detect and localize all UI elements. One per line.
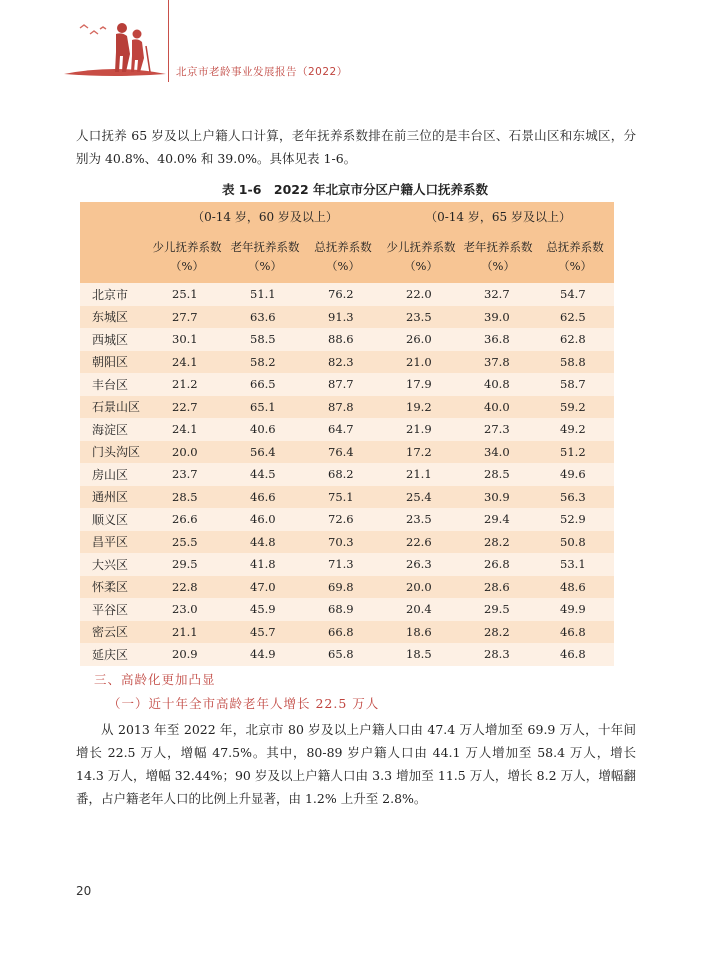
elderly-couple-logo xyxy=(60,14,170,80)
value-cell: 87.7 xyxy=(304,373,382,396)
column-header: 老年抚养系数 （%） xyxy=(460,231,536,283)
value-cell: 20.0 xyxy=(382,576,460,599)
value-cell: 87.8 xyxy=(304,396,382,419)
value-cell: 29.5 xyxy=(460,598,536,621)
group-header-65: （0-14 岁，65 岁及以上） xyxy=(382,202,614,231)
value-cell: 21.1 xyxy=(382,463,460,486)
table-row xyxy=(80,508,614,531)
value-cell: 62.5 xyxy=(536,306,614,329)
value-cell: 41.8 xyxy=(226,553,304,576)
table-row xyxy=(80,418,614,441)
value-cell: 72.6 xyxy=(304,508,382,531)
value-cell: 50.8 xyxy=(536,531,614,554)
table-row xyxy=(80,463,614,486)
value-cell: 17.2 xyxy=(382,441,460,464)
value-cell: 28.2 xyxy=(460,531,536,554)
value-cell: 88.6 xyxy=(304,328,382,351)
value-cell: 17.9 xyxy=(382,373,460,396)
column-header: 总抚养系数 （%） xyxy=(304,231,382,283)
value-cell: 46.0 xyxy=(226,508,304,531)
value-cell: 19.2 xyxy=(382,396,460,419)
value-cell: 66.5 xyxy=(226,373,304,396)
column-header: 总抚养系数 （%） xyxy=(536,231,614,283)
district-name-cell: 海淀区 xyxy=(80,418,148,441)
table-row xyxy=(80,598,614,621)
value-cell: 58.8 xyxy=(536,351,614,374)
value-cell: 52.9 xyxy=(536,508,614,531)
value-cell: 46.8 xyxy=(536,643,614,666)
value-cell: 24.1 xyxy=(148,418,226,441)
value-cell: 49.2 xyxy=(536,418,614,441)
district-name-cell: 丰台区 xyxy=(80,373,148,396)
value-cell: 36.8 xyxy=(460,328,536,351)
district-name-cell: 怀柔区 xyxy=(80,576,148,599)
value-cell: 28.2 xyxy=(460,621,536,644)
table-row xyxy=(80,576,614,599)
value-cell: 66.8 xyxy=(304,621,382,644)
value-cell: 51.2 xyxy=(536,441,614,464)
subsection-heading: （一）近十年全市高龄老年人增长 22.5 万人 xyxy=(108,696,380,711)
table-caption: 表 1-6 2022 年北京市分区户籍人口抚养系数 xyxy=(221,182,489,197)
table-row xyxy=(80,373,614,396)
value-cell: 26.6 xyxy=(148,508,226,531)
value-cell: 25.4 xyxy=(382,486,460,509)
value-cell: 58.5 xyxy=(226,328,304,351)
value-cell: 18.6 xyxy=(382,621,460,644)
value-cell: 28.5 xyxy=(148,486,226,509)
value-cell: 29.5 xyxy=(148,553,226,576)
header-divider xyxy=(168,0,169,82)
value-cell: 46.8 xyxy=(536,621,614,644)
table-row xyxy=(80,621,614,644)
column-header: 老年抚养系数 （%） xyxy=(226,231,304,283)
value-cell: 28.5 xyxy=(460,463,536,486)
value-cell: 44.8 xyxy=(226,531,304,554)
value-cell: 49.9 xyxy=(536,598,614,621)
header-blank-cell xyxy=(80,202,148,283)
value-cell: 20.4 xyxy=(382,598,460,621)
value-cell: 23.7 xyxy=(148,463,226,486)
value-cell: 21.1 xyxy=(148,621,226,644)
table-row xyxy=(80,396,614,419)
district-name-cell: 门头沟区 xyxy=(80,441,148,464)
value-cell: 91.3 xyxy=(304,306,382,329)
value-cell: 23.5 xyxy=(382,306,460,329)
value-cell: 51.1 xyxy=(226,283,304,306)
value-cell: 24.1 xyxy=(148,351,226,374)
value-cell: 44.5 xyxy=(226,463,304,486)
column-header: 少儿抚养系数 （%） xyxy=(148,231,226,283)
district-name-cell: 石景山区 xyxy=(80,396,148,419)
value-cell: 27.3 xyxy=(460,418,536,441)
value-cell: 40.8 xyxy=(460,373,536,396)
value-cell: 58.2 xyxy=(226,351,304,374)
district-name-cell: 东城区 xyxy=(80,306,148,329)
running-header-title: 北京市老龄事业发展报告（2022） xyxy=(176,66,348,78)
value-cell: 56.3 xyxy=(536,486,614,509)
district-name-cell: 延庆区 xyxy=(80,643,148,666)
value-cell: 30.9 xyxy=(460,486,536,509)
value-cell: 23.0 xyxy=(148,598,226,621)
value-cell: 53.1 xyxy=(536,553,614,576)
district-name-cell: 房山区 xyxy=(80,463,148,486)
value-cell: 40.0 xyxy=(460,396,536,419)
group-header-60: （0-14 岁，60 岁及以上） xyxy=(148,202,382,231)
district-name-cell: 大兴区 xyxy=(80,553,148,576)
value-cell: 37.8 xyxy=(460,351,536,374)
page-number: 20 xyxy=(76,884,92,898)
intro-paragraph: 人口抚养 65 岁及以上户籍人口计算，老年抚养系数排在前三位的是丰台区、石景山区和东城区，分别为 40.8%、40.0% 和 39.0%。具体见表 1-6。 xyxy=(76,128,636,166)
value-cell: 76.2 xyxy=(304,283,382,306)
section-heading: 三、高龄化更加凸显 xyxy=(94,672,216,687)
table-row xyxy=(80,553,614,576)
value-cell: 25.1 xyxy=(148,283,226,306)
table-row xyxy=(80,283,614,306)
value-cell: 18.5 xyxy=(382,643,460,666)
value-cell: 68.9 xyxy=(304,598,382,621)
dependency-ratio-table xyxy=(80,202,614,666)
value-cell: 39.0 xyxy=(460,306,536,329)
value-cell: 26.8 xyxy=(460,553,536,576)
value-cell: 29.4 xyxy=(460,508,536,531)
district-name-cell: 朝阳区 xyxy=(80,351,148,374)
district-name-cell: 平谷区 xyxy=(80,598,148,621)
table-row xyxy=(80,486,614,509)
value-cell: 47.0 xyxy=(226,576,304,599)
table-row xyxy=(80,351,614,374)
value-cell: 75.1 xyxy=(304,486,382,509)
value-cell: 26.3 xyxy=(382,553,460,576)
table-row xyxy=(80,328,614,351)
value-cell: 21.2 xyxy=(148,373,226,396)
value-cell: 68.2 xyxy=(304,463,382,486)
body-paragraph: 从 2013 年至 2022 年，北京市 80 岁及以上户籍人口由 47.4 万人增加至 69.9 万人，十年间增长 22.5 万人，增幅 47.5%。其中，80-89 岁户籍人口由 44.1 万人增加至 58.4 万人，增长 14.3 万人，增幅 32.44%；90 岁及以上户籍人口由 3.3 增加至 11.5 万人，增长 8.2 万人，增幅翻番，占户籍老年人口的比例上升显著，由 1.2% 上升至 2.8%。 xyxy=(76,722,636,806)
table-row xyxy=(80,643,614,666)
value-cell: 45.9 xyxy=(226,598,304,621)
table-row xyxy=(80,531,614,554)
value-cell: 22.8 xyxy=(148,576,226,599)
value-cell: 26.0 xyxy=(382,328,460,351)
value-cell: 40.6 xyxy=(226,418,304,441)
value-cell: 28.6 xyxy=(460,576,536,599)
value-cell: 27.7 xyxy=(148,306,226,329)
value-cell: 22.7 xyxy=(148,396,226,419)
value-cell: 59.2 xyxy=(536,396,614,419)
value-cell: 56.4 xyxy=(226,441,304,464)
value-cell: 28.3 xyxy=(460,643,536,666)
value-cell: 21.0 xyxy=(382,351,460,374)
value-cell: 70.3 xyxy=(304,531,382,554)
value-cell: 30.1 xyxy=(148,328,226,351)
value-cell: 21.9 xyxy=(382,418,460,441)
value-cell: 32.7 xyxy=(460,283,536,306)
value-cell: 20.0 xyxy=(148,441,226,464)
value-cell: 69.8 xyxy=(304,576,382,599)
value-cell: 58.7 xyxy=(536,373,614,396)
district-name-cell: 顺义区 xyxy=(80,508,148,531)
district-name-cell: 西城区 xyxy=(80,328,148,351)
value-cell: 49.6 xyxy=(536,463,614,486)
value-cell: 22.0 xyxy=(382,283,460,306)
district-name-cell: 通州区 xyxy=(80,486,148,509)
value-cell: 76.4 xyxy=(304,441,382,464)
value-cell: 23.5 xyxy=(382,508,460,531)
district-name-cell: 密云区 xyxy=(80,621,148,644)
value-cell: 65.1 xyxy=(226,396,304,419)
district-name-cell: 昌平区 xyxy=(80,531,148,554)
value-cell: 71.3 xyxy=(304,553,382,576)
table-row xyxy=(80,306,614,329)
value-cell: 48.6 xyxy=(536,576,614,599)
value-cell: 34.0 xyxy=(460,441,536,464)
value-cell: 64.7 xyxy=(304,418,382,441)
table-row xyxy=(80,441,614,464)
value-cell: 65.8 xyxy=(304,643,382,666)
value-cell: 44.9 xyxy=(226,643,304,666)
district-name-cell: 北京市 xyxy=(80,283,148,306)
value-cell: 82.3 xyxy=(304,351,382,374)
value-cell: 54.7 xyxy=(536,283,614,306)
value-cell: 20.9 xyxy=(148,643,226,666)
column-header: 少儿抚养系数 （%） xyxy=(382,231,460,283)
value-cell: 25.5 xyxy=(148,531,226,554)
value-cell: 22.6 xyxy=(382,531,460,554)
value-cell: 62.8 xyxy=(536,328,614,351)
value-cell: 46.6 xyxy=(226,486,304,509)
value-cell: 63.6 xyxy=(226,306,304,329)
value-cell: 45.7 xyxy=(226,621,304,644)
